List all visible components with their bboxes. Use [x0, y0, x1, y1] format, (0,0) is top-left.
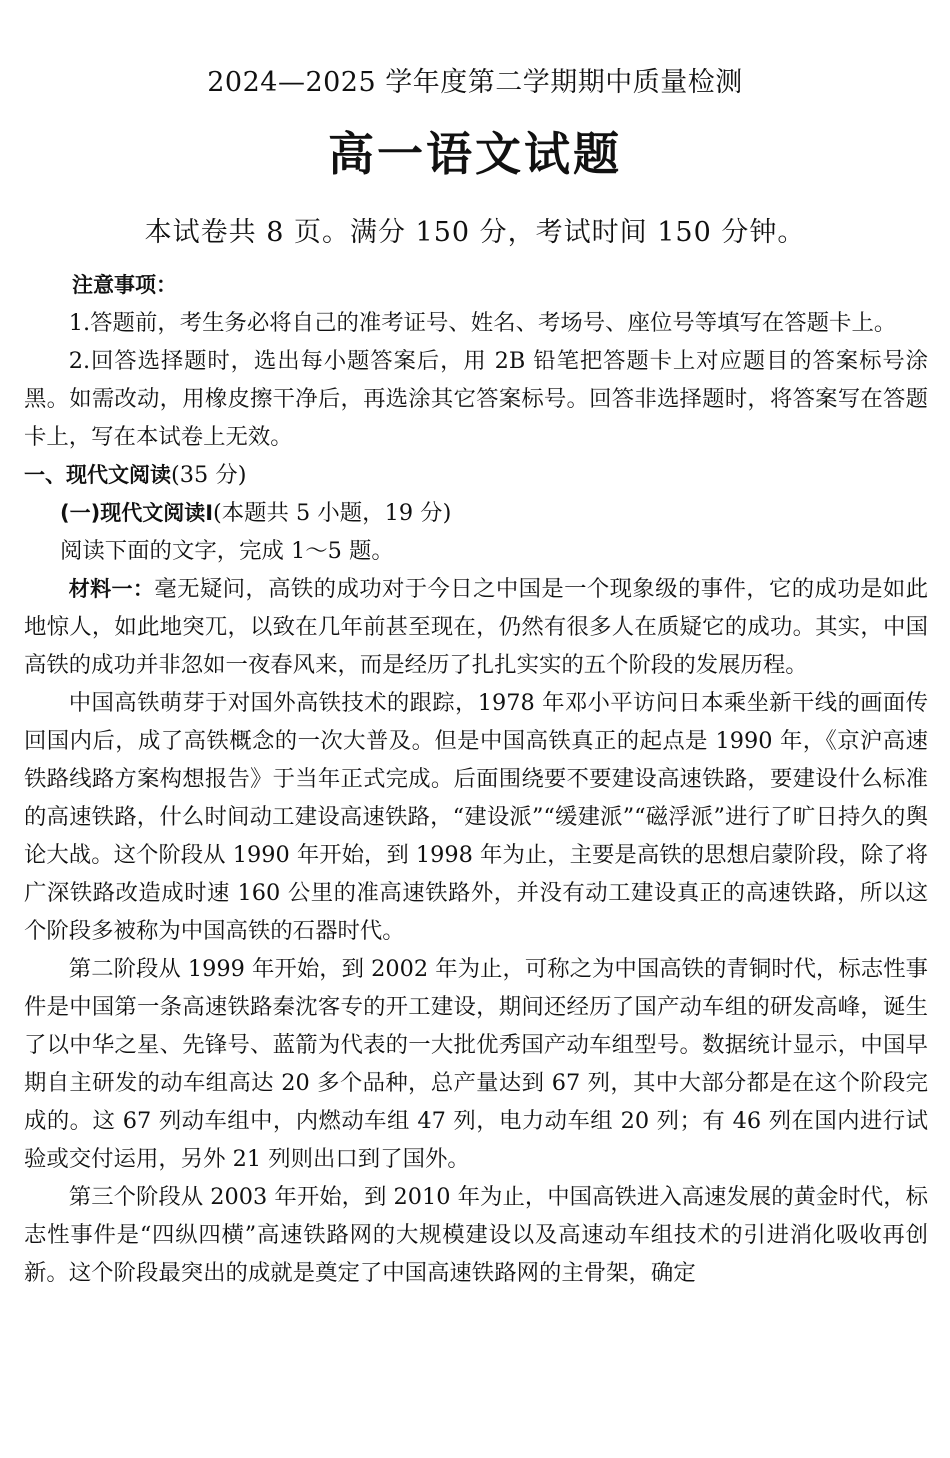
notes-heading: 注意事项： [72, 273, 177, 297]
material-paragraph-2: 中国高铁萌芽于对国外高铁技术的跟踪，1978 年邓小平访问日本乘坐新干线的画面传回国内后，成了高铁概念的一次大普及。但是中国高铁真正的起点是 1990 年，《京沪高速铁路线路方案构想报告》于当年正式完成。后面围绕要不要建设高速铁路，要建设什么标准的高速铁路，什么时间动工建设高速铁路，“建设派”“缓建派”“磁浮派”进行了旷日持久的舆论大战。这个阶段从 1990 年开始，到 1998 年为止，主要是高铁的思想启蒙阶段，除了将广深铁路改造成时速 160 公里的准高速铁路外，并没有动工建设真正的高速铁路，所以这个阶段多被称为中国高铁的石器时代。 [24, 690, 928, 944]
subsection-heading-line [24, 494, 928, 532]
material-paragraph-1 [24, 570, 928, 684]
section-1-heading-line [24, 456, 928, 494]
reading-instruction: 阅读下面的文字，完成 1～5 题。 [60, 538, 394, 564]
exam-title: 高一语文试题 [328, 127, 622, 181]
exam-body [24, 266, 928, 1292]
exam-period-header: 2024—2025 学年度第二学期期中质量检测 [207, 67, 743, 98]
material-paragraph-3: 第二阶段从 1999 年开始，到 2002 年为止，可称之为中国高铁的青铜时代，标志性事件是中国第一条高速铁路秦沈客专的开工建设，期间还经历了国产动车组的研发高峰，诞生了以中华之星、先锋号、蓝箭为代表的一大批优秀国产动车组型号。数据统计显示，中国早期自主研发的动车组高达 20 多个品种，总产量达到 67 列，其中大部分都是在这个阶段完成的。这 67 列动车组中，内燃动车组 47 列，电力动车组 20 列；有 46 列在国内进行试验或交付运用，另外 21 列则出口到了国外。 [24, 956, 928, 1172]
notes-item-1: 1.答题前，考生务必将自己的准考证号、姓名、考场号、座位号等填写在答题卡上。 [68, 310, 897, 336]
material-paragraph-1-text: 毫无疑问，高铁的成功对于今日之中国是一个现象级的事件，它的成功是如此地惊人，如此地突兀，以致在几年前甚至现在，仍然有很多人在质疑它的成功。其实，中国高铁的成功并非忽如一夜春风来，而是经历了扎扎实实的五个阶段的发展历程。 [24, 576, 929, 678]
material-paragraph-4: 第三个阶段从 2003 年开始，到 2010 年为止，中国高铁进入高速发展的黄金时代，标志性事件是“四纵四横”高速铁路网的大规模建设以及高速动车组技术的引进消化吸收再创新。这个阶段最突出的成就是奠定了中国高速铁路网的主骨架，确定 [24, 1184, 928, 1286]
subsection-score: (本题共 5 小题，19 分) [213, 500, 452, 526]
material-label: 材料一： [68, 577, 155, 601]
subsection-heading: (一)现代文阅读Ⅰ [60, 501, 214, 525]
section-1-score: (35 分) [171, 462, 247, 488]
notes-item-2: 2.回答选择题时，选出每小题答案后，用 2B 铅笔把答题卡上对应题目的答案标号涂黑。如需改动，用橡皮擦干净后，再选涂其它答案标号。回答非选择题时，将答案写在答题卡上，写在本试卷上无效。 [24, 348, 928, 450]
section-1-heading: 一、现代文阅读 [24, 463, 171, 487]
exam-info-line: 本试卷共 8 页。满分 150 分，考试时间 150 分钟。 [144, 217, 806, 248]
